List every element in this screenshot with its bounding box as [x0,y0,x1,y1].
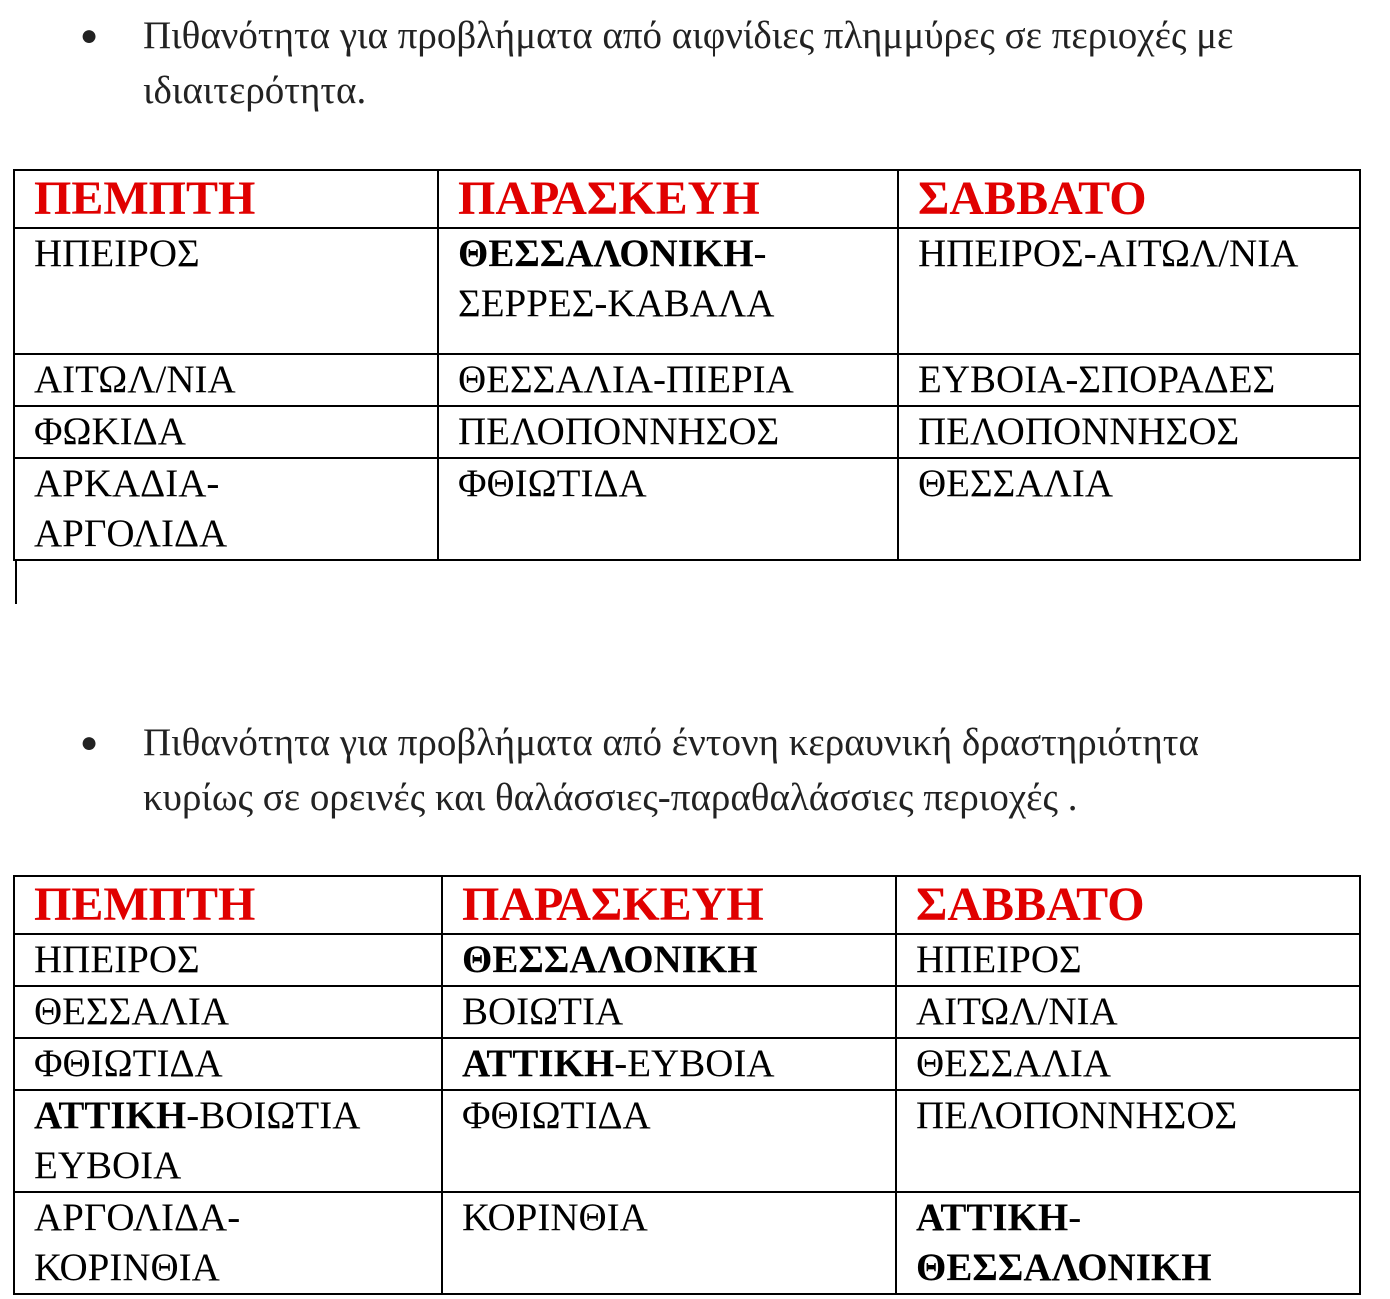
table-cell: ΦΘΙΩΤΙΔΑ [442,1090,896,1192]
table-cell: ΒΟΙΩΤΙΑ [442,986,896,1038]
table-cell: ΑΙΤΩΛ/ΝΙΑ [896,986,1360,1038]
table-cell: ΦΩΚΙΔΑ [14,406,438,458]
table-cell: ΑΙΤΩΛ/ΝΙΑ [14,354,438,406]
table-cell: ΗΠΕΙΡΟΣ-ΑΙΤΩΛ/ΝΙΑ [898,228,1360,354]
table-row [14,1192,1360,1294]
table-cell: ΑΤΤΙΚΗ-ΕΥΒΟΙΑ [442,1038,896,1090]
header-saturday: ΣΑΒΒΑΤΟ [898,170,1360,228]
text-cursor [15,560,17,604]
table-row [14,458,1360,560]
table-row [14,354,1360,406]
table-cell: ΘΕΣΣΑΛΟΝΙΚΗ- ΣΕΡΡΕΣ-ΚΑΒΑΛΑ [438,228,898,354]
table-cell: ΘΕΣΣΑΛΙΑ [896,1038,1360,1090]
table-header-row [14,170,1360,228]
header-friday: ΠΑΡΑΣΚΕΥΗ [442,876,896,934]
table-row [14,934,1360,986]
table-cell: ΘΕΣΣΑΛΙΑ [898,458,1360,560]
header-thursday: ΠΕΜΠΤΗ [14,876,442,934]
bullet-text: Πιθανότητα για προβλήματα από έντονη κεραυνική δραστηριότητα κυρίως σε ορεινές και θαλάσσιες-παραθαλάσσιες περιοχές . [143,721,1199,819]
lightning-table [13,875,1361,1295]
header-saturday: ΣΑΒΒΑΤΟ [896,876,1360,934]
bullet-icon: ● [80,19,99,52]
table-cell: ΗΠΕΙΡΟΣ [14,228,438,354]
flash-flood-table [13,169,1361,561]
bullet-text: Πιθανότητα για προβλήματα από αιφνίδιες πλημμύρες σε περιοχές με ιδιαιτερότητα. [143,14,1234,112]
bullet-icon: ● [80,726,99,759]
table-header-row [14,876,1360,934]
table-row [14,986,1360,1038]
header-thursday: ΠΕΜΠΤΗ [14,170,438,228]
table-cell: ΦΘΙΩΤΙΔΑ [438,458,898,560]
table-cell: ΗΠΕΙΡΟΣ [14,934,442,986]
table-cell: ΕΥΒΟΙΑ-ΣΠΟΡΑΔΕΣ [898,354,1360,406]
table-cell: ΚΟΡΙΝΘΙΑ [442,1192,896,1294]
table-cell: ΑΤΤΙΚΗ- ΘΕΣΣΑΛΟΝΙΚΗ [896,1192,1360,1294]
header-friday: ΠΑΡΑΣΚΕΥΗ [438,170,898,228]
table-cell: ΘΕΣΣΑΛΟΝΙΚΗ [442,934,896,986]
table-cell: ΦΘΙΩΤΙΔΑ [14,1038,442,1090]
table-cell: ΗΠΕΙΡΟΣ [896,934,1360,986]
table-cell: ΑΡΚΑΔΙΑ- ΑΡΓΟΛΙΔΑ [14,458,438,560]
table-cell: ΑΡΓΟΛΙΔΑ- ΚΟΡΙΝΘΙΑ [14,1192,442,1294]
table-row [14,406,1360,458]
table-row [14,1090,1360,1192]
table-cell: ΘΕΣΣΑΛΙΑ-ΠΙΕΡΙΑ [438,354,898,406]
table-row [14,228,1360,354]
table-row [14,1038,1360,1090]
table-cell: ΑΤΤΙΚΗ-ΒΟΙΩΤΙΑ ΕΥΒΟΙΑ [14,1090,442,1192]
table-cell: ΠΕΛΟΠΟΝΝΗΣΟΣ [438,406,898,458]
table-cell: ΠΕΛΟΠΟΝΝΗΣΟΣ [896,1090,1360,1192]
table-cell: ΘΕΣΣΑΛΙΑ [14,986,442,1038]
table-cell: ΠΕΛΟΠΟΝΝΗΣΟΣ [898,406,1360,458]
